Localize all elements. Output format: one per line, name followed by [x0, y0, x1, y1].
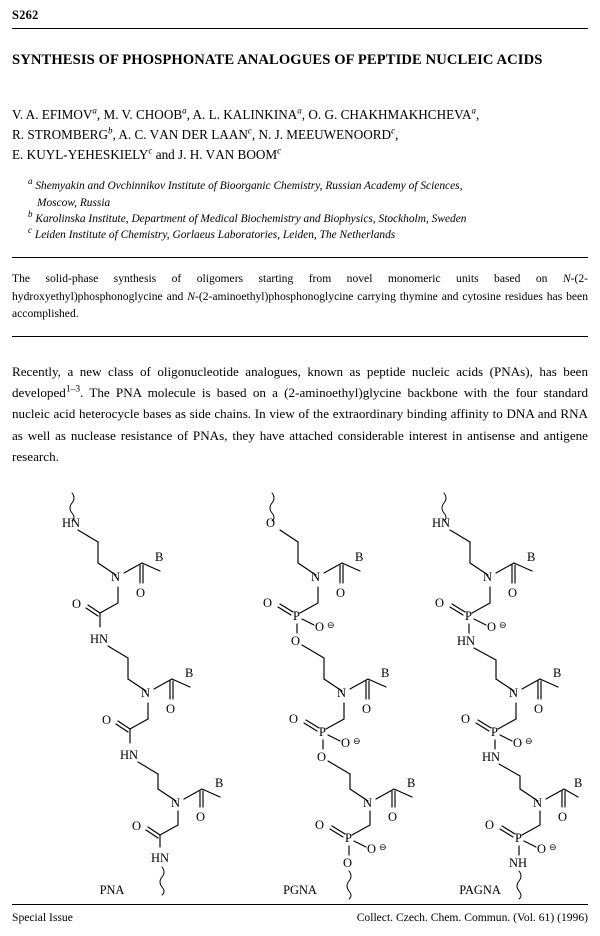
header-rule [12, 28, 588, 29]
svg-text:P: P [319, 725, 326, 740]
author-text: -Y [63, 147, 78, 163]
svg-text:P: P [491, 725, 498, 740]
affil-marker: c [247, 125, 252, 136]
svg-text:O: O [508, 586, 518, 601]
affiliation-item [28, 227, 588, 243]
author-text: AN [159, 127, 179, 143]
page-title: SYNTHESIS OF PHOSPHONATE ANALOGUES OF PEPTIDE NUCLEIC ACIDS [12, 52, 543, 68]
author-line-2 [12, 125, 588, 145]
svg-text:N: N [311, 570, 321, 585]
author-text: D [178, 127, 192, 143]
svg-text:HN: HN [457, 634, 476, 649]
author-text: FIMOV [49, 107, 93, 123]
affiliation-item-cont [28, 195, 588, 211]
author-text: , M. V. C [96, 107, 145, 123]
author-text: ER [191, 127, 208, 143]
author-text: , [395, 127, 399, 143]
author-text: and J. H. V [152, 147, 216, 163]
svg-text:O: O [291, 634, 301, 649]
svg-text:HN: HN [90, 632, 109, 647]
svg-text:O: O [367, 842, 377, 857]
affiliation-list [12, 178, 588, 243]
affil-marker: c [391, 125, 396, 136]
author-text: AN [215, 147, 235, 163]
svg-text:O: O [461, 712, 471, 727]
scheme-figure [12, 485, 588, 898]
svg-text:O: O [136, 586, 146, 601]
affil-marker: a [297, 105, 302, 116]
author-text: E. K [12, 147, 37, 163]
svg-text:O: O [513, 736, 523, 751]
svg-text:HN: HN [482, 750, 501, 765]
svg-text:O: O [72, 597, 82, 612]
structure-label-row [12, 883, 588, 903]
svg-text:B: B [553, 666, 562, 681]
affil-marker: b [108, 125, 113, 136]
svg-text:O: O [487, 620, 497, 635]
svg-text:NH: NH [509, 856, 528, 871]
citation-ref: 1–3 [65, 384, 81, 395]
svg-text:HN: HN [432, 516, 451, 531]
svg-text:N: N [171, 796, 181, 811]
author-text: EEUWENOORD [298, 127, 392, 143]
svg-text:O: O [534, 702, 544, 717]
svg-text:⊖: ⊖ [549, 842, 557, 853]
footer-rule [12, 904, 588, 905]
svg-text:P: P [515, 831, 522, 846]
footer-left-text: Special Issue [12, 911, 73, 924]
body-paragraph [12, 361, 588, 467]
affil-marker: c [148, 145, 153, 156]
svg-text:B: B [407, 776, 416, 791]
svg-text:O: O [317, 750, 327, 765]
author-list [12, 105, 588, 165]
author-text: AAN [219, 127, 248, 143]
affil-marker: a [182, 105, 187, 116]
svg-text:N: N [509, 686, 519, 701]
svg-text:O: O [362, 702, 372, 717]
svg-text:N: N [363, 796, 373, 811]
svg-text:O: O [388, 810, 398, 825]
svg-text:O: O [558, 810, 568, 825]
svg-text:B: B [574, 776, 583, 791]
svg-text:B: B [185, 666, 194, 681]
svg-text:B: B [381, 666, 390, 681]
affil-marker: c [277, 145, 282, 156]
abstract: The solid-phase synthesis of oligomers starting from novel monomeric units based on N-(2-hydroxyethyl)phosphonoglycine and N-(2-aminoethyl)phosphonoglycine carrying thymine and cytosine residues has been accomplished. [12, 272, 588, 321]
author-text: EHESKIELY [77, 147, 149, 163]
svg-text:⊖: ⊖ [379, 842, 387, 853]
svg-text:HN: HN [120, 748, 139, 763]
svg-text:N: N [533, 796, 543, 811]
svg-text:O: O [266, 516, 276, 531]
affiliation-text: Karolinska Institute, Department of Medical Biochemistry and Biophysics, Stockholm, Sweden [35, 212, 467, 225]
svg-text:O: O [336, 586, 346, 601]
svg-text:⊖: ⊖ [525, 736, 533, 747]
author-text: , O. G. C [301, 107, 350, 123]
page-content [12, 8, 588, 898]
affiliation-text: Shemyakin and Ovchinnikov Institute of Bioorganic Chemistry, Russian Academy of Sciences, [35, 180, 463, 193]
structure-label-pagna: PAGNA [459, 883, 501, 898]
svg-text:O: O [102, 713, 112, 728]
body-text: Recently, a new class of oligonucleotide analogues, known as peptide nucleic acids (PNAs), has been developed [12, 364, 588, 401]
svg-text:N: N [483, 570, 493, 585]
svg-text:HN: HN [151, 851, 170, 866]
author-text: L [207, 127, 220, 143]
affiliation-text: Moscow, Russia [37, 196, 111, 209]
structure-pgna [263, 493, 415, 824]
author-line-1 [12, 105, 588, 125]
author-text: , A. C. V [112, 127, 160, 143]
svg-text:O: O [263, 596, 273, 611]
svg-text:B: B [155, 550, 164, 565]
author-text: TROMBERG [34, 127, 109, 143]
svg-text:P: P [293, 609, 300, 624]
svg-text:O: O [537, 842, 547, 857]
author-text: B [234, 147, 247, 163]
svg-text:O: O [166, 702, 176, 717]
author-text: , A. L. K [186, 107, 233, 123]
svg-text:O: O [341, 736, 351, 751]
svg-text:HN: HN [62, 516, 81, 531]
svg-text:B: B [527, 550, 536, 565]
structures-svg [12, 485, 588, 871]
affil-marker: a [92, 105, 97, 116]
svg-text:O: O [196, 810, 206, 825]
svg-text:O: O [315, 818, 325, 833]
svg-text:N: N [111, 570, 121, 585]
structure-label-pgna: PGNA [283, 883, 317, 898]
author-text: , N. J. M [251, 127, 299, 143]
affiliation-text: Leiden Institute of Chemistry, Gorlaeus Laboratories, Leiden, The Netherlands [34, 229, 396, 241]
svg-text:O: O [289, 712, 299, 727]
svg-text:O: O [435, 596, 445, 611]
svg-text:O: O [315, 620, 325, 635]
author-line-3 [12, 145, 588, 165]
svg-text:B: B [355, 550, 364, 565]
structure-label-pna: PNA [99, 883, 125, 898]
svg-text:⊖: ⊖ [353, 736, 361, 747]
svg-text:P: P [345, 831, 352, 846]
structure-pna [62, 493, 223, 824]
affiliation-item [28, 211, 588, 227]
author-text: R. S [12, 127, 35, 143]
body-text: . The PNA molecule is based on a (2-aminoethyl)glycine backbone with the four standard nucleic acid heterocycle bases as side chains. In view of the extraordinary binding affinity to DNA and RNA as well as nuclease resistance of PNAs, they have attached considerable interest in antisense and antigene research. [12, 385, 588, 464]
svg-text:P: P [465, 609, 472, 624]
author-text: UYL [36, 147, 64, 163]
svg-text:O: O [132, 819, 142, 834]
svg-text:⊖: ⊖ [327, 620, 335, 631]
svg-text:B: B [215, 776, 224, 791]
author-text: OOM [246, 147, 278, 163]
author-text: V. A. E [12, 107, 50, 123]
author-text: HOOB [144, 107, 183, 123]
page-number: S262 [12, 8, 39, 22]
affil-marker: c [28, 225, 32, 236]
affil-marker: b [28, 209, 33, 220]
svg-text:⊖: ⊖ [499, 620, 507, 631]
affiliation-item [28, 178, 588, 194]
author-text: , [476, 107, 480, 123]
abstract-top-rule [12, 257, 588, 258]
abstract-bottom-rule [12, 336, 588, 337]
footer-right-text: Collect. Czech. Chem. Commun. (Vol. 61) (1996) [356, 911, 588, 924]
svg-text:N: N [337, 686, 347, 701]
affil-marker: a [471, 105, 477, 116]
svg-text:N: N [141, 686, 151, 701]
page-footer [12, 904, 588, 924]
structure-pagna [432, 493, 582, 824]
svg-text:O: O [343, 856, 353, 871]
affil-marker: a [28, 176, 33, 187]
svg-text:O: O [485, 818, 495, 833]
author-text: ALINKINA [232, 107, 298, 123]
author-text: HAKHMAKHCHEVA [349, 107, 472, 123]
